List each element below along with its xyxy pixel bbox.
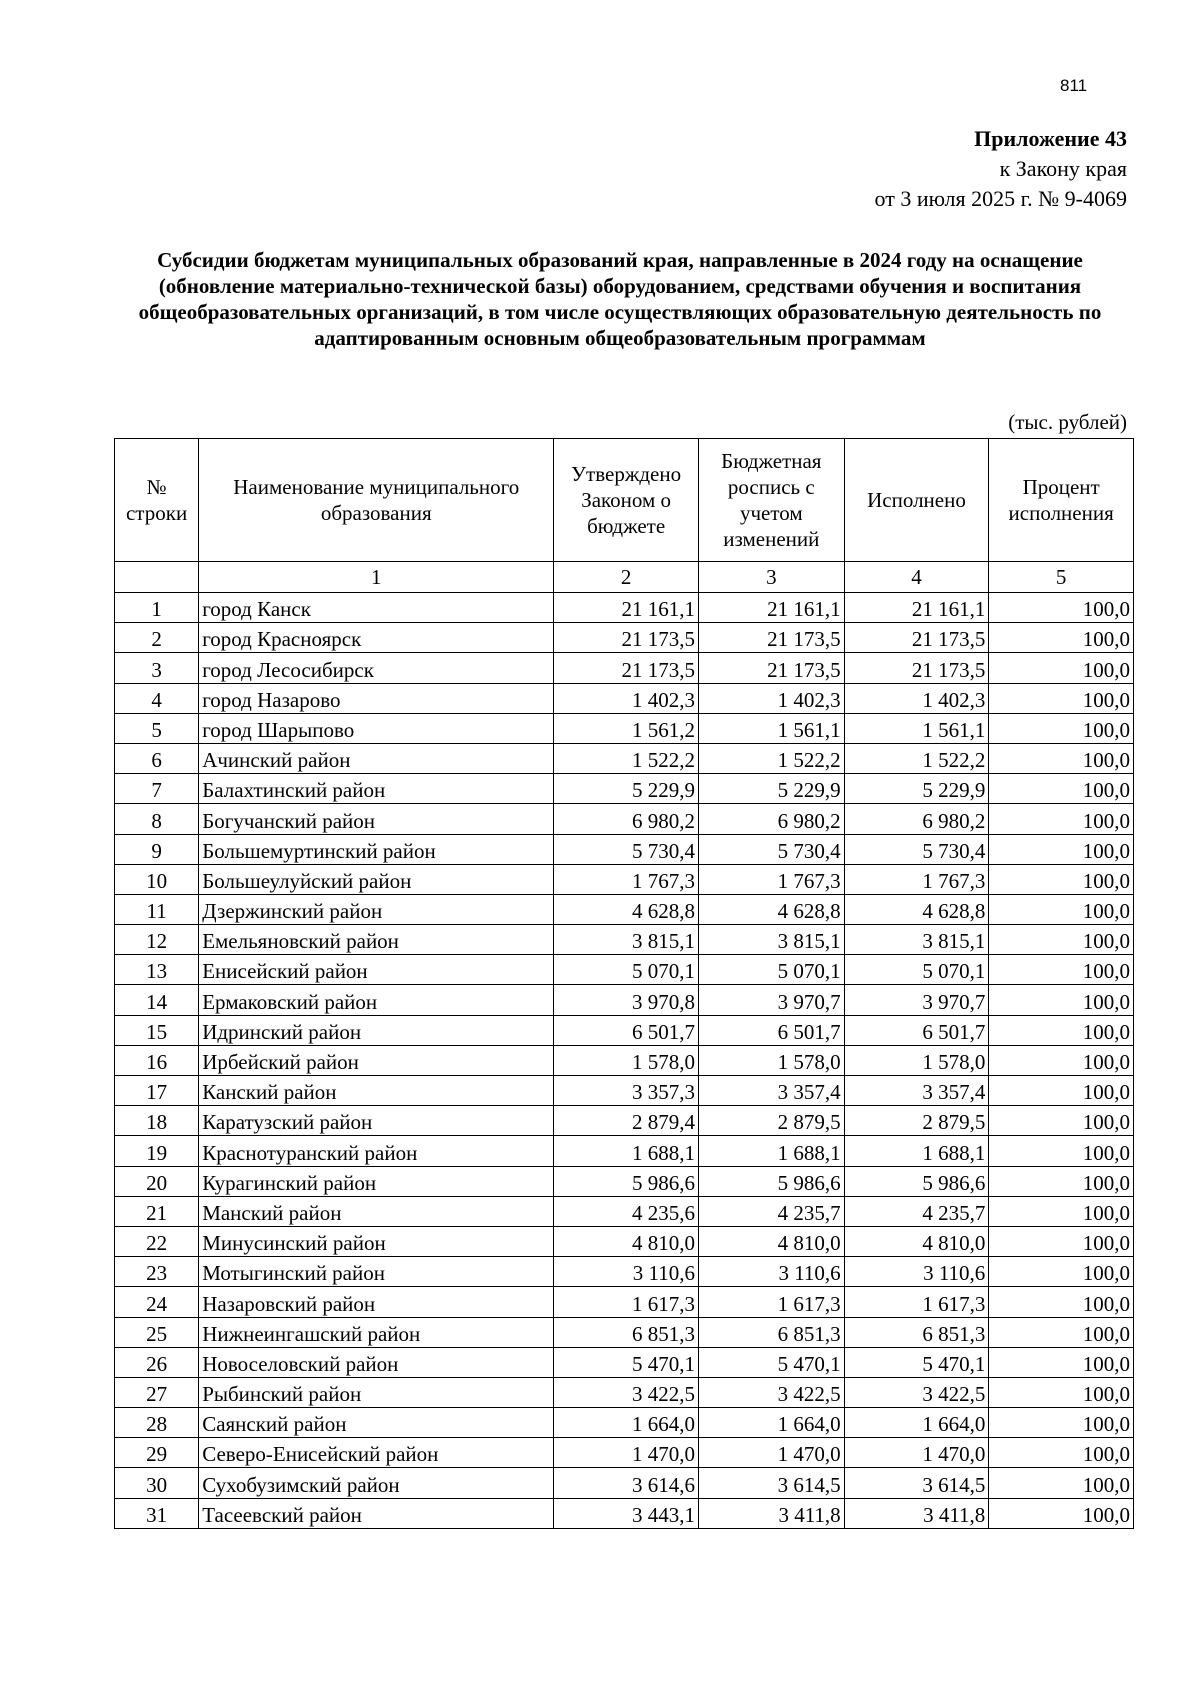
budget-schedule-amount: 6 501,7 — [698, 1015, 844, 1045]
row-number: 16 — [115, 1045, 199, 1075]
approved-amount: 21 173,5 — [554, 623, 699, 653]
table-row — [115, 985, 1134, 1015]
approved-amount: 5 229,9 — [554, 774, 699, 804]
row-number: 6 — [115, 743, 199, 773]
municipality-name: Минусинский район — [199, 1226, 554, 1256]
executed-amount: 21 173,5 — [844, 623, 989, 653]
municipality-name: Большемуртинский район — [199, 834, 554, 864]
municipality-name: Саянский район — [199, 1408, 554, 1438]
executed-amount: 6 980,2 — [844, 804, 989, 834]
approved-amount: 5 470,1 — [554, 1347, 699, 1377]
executed-amount: 3 411,8 — [844, 1498, 989, 1528]
row-number: 11 — [115, 894, 199, 924]
approved-amount: 3 970,8 — [554, 985, 699, 1015]
executed-amount: 2 879,5 — [844, 1106, 989, 1136]
executed-amount: 5 730,4 — [844, 834, 989, 864]
executed-amount: 6 501,7 — [844, 1015, 989, 1045]
municipality-name: Рыбинский район — [199, 1377, 554, 1407]
municipality-name: Большеулуйский район — [199, 864, 554, 894]
budget-schedule-amount: 3 422,5 — [698, 1377, 844, 1407]
table-row — [115, 1347, 1134, 1377]
row-number: 21 — [115, 1196, 199, 1226]
execution-percent: 100,0 — [989, 1015, 1134, 1045]
execution-percent: 100,0 — [989, 1045, 1134, 1075]
municipality-name: Енисейский район — [199, 955, 554, 985]
municipality-name: город Шарыпово — [199, 713, 554, 743]
execution-percent: 100,0 — [989, 985, 1134, 1015]
row-number: 23 — [115, 1257, 199, 1287]
municipality-name: город Канск — [199, 593, 554, 623]
appendix-date-line: от 3 июля 2025 г. № 9-4069 — [874, 186, 1127, 211]
table-row — [115, 804, 1134, 834]
row-number: 12 — [115, 925, 199, 955]
budget-schedule-amount: 1 578,0 — [698, 1045, 844, 1075]
budget-schedule-amount: 1 402,3 — [698, 683, 844, 713]
budget-schedule-amount: 6 980,2 — [698, 804, 844, 834]
header-row — [115, 439, 1134, 562]
table-row — [115, 1287, 1134, 1317]
execution-percent: 100,0 — [989, 593, 1134, 623]
municipality-name: Ирбейский район — [199, 1045, 554, 1075]
budget-schedule-amount: 5 730,4 — [698, 834, 844, 864]
approved-amount: 1 561,2 — [554, 713, 699, 743]
municipality-name: Сухобузимский район — [199, 1468, 554, 1498]
budget-schedule-amount: 5 229,9 — [698, 774, 844, 804]
budget-schedule-amount: 1 767,3 — [698, 864, 844, 894]
column-number: 4 — [844, 562, 989, 593]
row-number: 15 — [115, 1015, 199, 1045]
execution-percent: 100,0 — [989, 804, 1134, 834]
table-body — [115, 593, 1134, 1529]
budget-schedule-amount: 5 070,1 — [698, 955, 844, 985]
approved-amount: 4 810,0 — [554, 1226, 699, 1256]
table-row — [115, 864, 1134, 894]
row-number: 28 — [115, 1408, 199, 1438]
table-row — [115, 653, 1134, 683]
budget-schedule-amount: 1 664,0 — [698, 1408, 844, 1438]
table-row — [115, 623, 1134, 653]
executed-amount: 1 617,3 — [844, 1287, 989, 1317]
approved-amount: 21 161,1 — [554, 593, 699, 623]
row-number: 27 — [115, 1377, 199, 1407]
budget-schedule-amount: 2 879,5 — [698, 1106, 844, 1136]
executed-amount: 1 664,0 — [844, 1408, 989, 1438]
approved-amount: 6 501,7 — [554, 1015, 699, 1045]
row-number: 4 — [115, 683, 199, 713]
approved-amount: 1 688,1 — [554, 1136, 699, 1166]
execution-percent: 100,0 — [989, 834, 1134, 864]
document-title: Субсидии бюджетам муниципальных образований края, направленные в 2024 году на оснащение (обновление материально-технической базы) оборудованием, средствами обучения и воспитания общеобразовательных организаций, в том числе осуществляющих образовательную деятельность по адаптированным основным общеобразовательным программам — [138, 248, 1102, 350]
execution-percent: 100,0 — [989, 1468, 1134, 1498]
row-number: 25 — [115, 1317, 199, 1347]
approved-amount: 5 986,6 — [554, 1166, 699, 1196]
row-number: 20 — [115, 1166, 199, 1196]
budget-schedule-amount: 3 970,7 — [698, 985, 844, 1015]
table-row — [115, 743, 1134, 773]
row-number: 8 — [115, 804, 199, 834]
table-row — [115, 1196, 1134, 1226]
budget-schedule-amount: 3 815,1 — [698, 925, 844, 955]
row-number: 22 — [115, 1226, 199, 1256]
approved-amount: 1 470,0 — [554, 1438, 699, 1468]
execution-percent: 100,0 — [989, 1106, 1134, 1136]
appendix-block — [875, 124, 1127, 214]
table-row — [115, 925, 1134, 955]
approved-amount: 1 402,3 — [554, 683, 699, 713]
row-number: 19 — [115, 1136, 199, 1166]
table-row — [115, 1257, 1134, 1287]
row-number: 26 — [115, 1347, 199, 1377]
table-row — [115, 1076, 1134, 1106]
execution-percent: 100,0 — [989, 1287, 1134, 1317]
executed-amount: 3 970,7 — [844, 985, 989, 1015]
table-row — [115, 1377, 1134, 1407]
execution-percent: 100,0 — [989, 1166, 1134, 1196]
budget-schedule-amount: 6 851,3 — [698, 1317, 844, 1347]
executed-amount: 3 614,5 — [844, 1468, 989, 1498]
row-number: 29 — [115, 1438, 199, 1468]
executed-amount: 4 628,8 — [844, 894, 989, 924]
budget-schedule-amount: 21 173,5 — [698, 623, 844, 653]
table-row — [115, 713, 1134, 743]
budget-schedule-amount: 21 161,1 — [698, 593, 844, 623]
approved-amount: 3 815,1 — [554, 925, 699, 955]
approved-amount: 3 422,5 — [554, 1377, 699, 1407]
execution-percent: 100,0 — [989, 623, 1134, 653]
executed-amount: 1 522,2 — [844, 743, 989, 773]
row-number: 18 — [115, 1106, 199, 1136]
header-budget-schedule: Бюджетная роспись с учетом изменений — [698, 439, 844, 562]
municipality-name: Назаровский район — [199, 1287, 554, 1317]
header-percent: Процент исполнения — [989, 439, 1134, 562]
municipality-name: город Назарово — [199, 683, 554, 713]
municipality-name: Курагинский район — [199, 1166, 554, 1196]
approved-amount: 3 614,6 — [554, 1468, 699, 1498]
table-row — [115, 1015, 1134, 1045]
executed-amount: 1 688,1 — [844, 1136, 989, 1166]
municipality-name: Емельяновский район — [199, 925, 554, 955]
row-number: 3 — [115, 653, 199, 683]
row-number: 17 — [115, 1076, 199, 1106]
column-number-row — [115, 562, 1134, 593]
municipality-name: Манский район — [199, 1196, 554, 1226]
budget-schedule-amount: 4 810,0 — [698, 1226, 844, 1256]
approved-amount: 1 522,2 — [554, 743, 699, 773]
approved-amount: 3 443,1 — [554, 1498, 699, 1528]
execution-percent: 100,0 — [989, 1226, 1134, 1256]
header-row-number: № строки — [115, 439, 199, 562]
table-row — [115, 834, 1134, 864]
executed-amount: 3 110,6 — [844, 1257, 989, 1287]
approved-amount: 6 851,3 — [554, 1317, 699, 1347]
column-number: 2 — [554, 562, 699, 593]
execution-percent: 100,0 — [989, 1317, 1134, 1347]
municipality-name: Нижнеингашский район — [199, 1317, 554, 1347]
execution-percent: 100,0 — [989, 894, 1134, 924]
units-label: (тыс. рублей) — [1008, 410, 1127, 434]
executed-amount: 5 986,6 — [844, 1166, 989, 1196]
row-number: 5 — [115, 713, 199, 743]
municipality-name: Богучанский район — [199, 804, 554, 834]
table-row — [115, 683, 1134, 713]
column-number: 5 — [989, 562, 1134, 593]
approved-amount: 4 235,6 — [554, 1196, 699, 1226]
execution-percent: 100,0 — [989, 864, 1134, 894]
budget-schedule-amount: 1 470,0 — [698, 1438, 844, 1468]
table-row — [115, 894, 1134, 924]
approved-amount: 3 110,6 — [554, 1257, 699, 1287]
municipality-name: город Красноярск — [199, 623, 554, 653]
row-number: 30 — [115, 1468, 199, 1498]
executed-amount: 1 470,0 — [844, 1438, 989, 1468]
approved-amount: 2 879,4 — [554, 1106, 699, 1136]
municipality-name: Новоселовский район — [199, 1347, 554, 1377]
municipality-name: Краснотуранский район — [199, 1136, 554, 1166]
table-row — [115, 774, 1134, 804]
table-row — [115, 1468, 1134, 1498]
execution-percent: 100,0 — [989, 1076, 1134, 1106]
budget-schedule-amount: 5 470,1 — [698, 1347, 844, 1377]
executed-amount: 21 173,5 — [844, 653, 989, 683]
executed-amount: 1 578,0 — [844, 1045, 989, 1075]
municipality-name: Каратузский район — [199, 1106, 554, 1136]
header-executed: Исполнено — [844, 439, 989, 562]
executed-amount: 5 070,1 — [844, 955, 989, 985]
municipality-name: Дзержинский район — [199, 894, 554, 924]
budget-schedule-amount: 4 628,8 — [698, 894, 844, 924]
budget-schedule-amount: 4 235,7 — [698, 1196, 844, 1226]
municipality-name: Ермаковский район — [199, 985, 554, 1015]
executed-amount: 3 422,5 — [844, 1377, 989, 1407]
appendix-title: Приложение 43 — [974, 126, 1127, 151]
header-approved: Утверждено Законом о бюджете — [554, 439, 699, 562]
approved-amount: 3 357,3 — [554, 1076, 699, 1106]
page-number: 811 — [1060, 76, 1088, 95]
execution-percent: 100,0 — [989, 1377, 1134, 1407]
execution-percent: 100,0 — [989, 1257, 1134, 1287]
executed-amount: 21 161,1 — [844, 593, 989, 623]
execution-percent: 100,0 — [989, 1136, 1134, 1166]
budget-schedule-amount: 1 688,1 — [698, 1136, 844, 1166]
budget-schedule-amount: 5 986,6 — [698, 1166, 844, 1196]
table-row — [115, 1317, 1134, 1347]
executed-amount: 1 767,3 — [844, 864, 989, 894]
header-municipality: Наименование муниципального образования — [199, 439, 554, 562]
approved-amount: 6 980,2 — [554, 804, 699, 834]
approved-amount: 4 628,8 — [554, 894, 699, 924]
municipality-name: Мотыгинский район — [199, 1257, 554, 1287]
table-row — [115, 1226, 1134, 1256]
executed-amount: 1 561,1 — [844, 713, 989, 743]
municipality-name: Северо-Енисейский район — [199, 1438, 554, 1468]
row-number: 9 — [115, 834, 199, 864]
row-number: 2 — [115, 623, 199, 653]
executed-amount: 1 402,3 — [844, 683, 989, 713]
municipality-name: Балахтинский район — [199, 774, 554, 804]
executed-amount: 4 235,7 — [844, 1196, 989, 1226]
approved-amount: 1 664,0 — [554, 1408, 699, 1438]
budget-schedule-amount: 1 522,2 — [698, 743, 844, 773]
approved-amount: 5 730,4 — [554, 834, 699, 864]
execution-percent: 100,0 — [989, 1498, 1134, 1528]
budget-schedule-amount: 3 357,4 — [698, 1076, 844, 1106]
municipality-name: Канский район — [199, 1076, 554, 1106]
table-row — [115, 1136, 1134, 1166]
budget-schedule-amount: 1 561,1 — [698, 713, 844, 743]
municipality-name: Ачинский район — [199, 743, 554, 773]
approved-amount: 21 173,5 — [554, 653, 699, 683]
table-row — [115, 593, 1134, 623]
execution-percent: 100,0 — [989, 925, 1134, 955]
table-row — [115, 1166, 1134, 1196]
budget-schedule-amount: 3 411,8 — [698, 1498, 844, 1528]
column-number — [115, 562, 199, 593]
approved-amount: 5 070,1 — [554, 955, 699, 985]
appendix-law-line: к Закону края — [999, 156, 1127, 181]
approved-amount: 1 578,0 — [554, 1045, 699, 1075]
table-row — [115, 1498, 1134, 1528]
row-number: 24 — [115, 1287, 199, 1317]
budget-schedule-amount: 21 173,5 — [698, 653, 844, 683]
executed-amount: 6 851,3 — [844, 1317, 989, 1347]
row-number: 10 — [115, 864, 199, 894]
execution-percent: 100,0 — [989, 653, 1134, 683]
executed-amount: 5 229,9 — [844, 774, 989, 804]
row-number: 7 — [115, 774, 199, 804]
executed-amount: 4 810,0 — [844, 1226, 989, 1256]
municipality-name: Идринский район — [199, 1015, 554, 1045]
execution-percent: 100,0 — [989, 1438, 1134, 1468]
row-number: 1 — [115, 593, 199, 623]
execution-percent: 100,0 — [989, 955, 1134, 985]
table-row — [115, 1045, 1134, 1075]
execution-percent: 100,0 — [989, 713, 1134, 743]
execution-percent: 100,0 — [989, 683, 1134, 713]
execution-percent: 100,0 — [989, 774, 1134, 804]
municipality-name: Тасеевский район — [199, 1498, 554, 1528]
table-row — [115, 955, 1134, 985]
row-number: 14 — [115, 985, 199, 1015]
table-row — [115, 1106, 1134, 1136]
execution-percent: 100,0 — [989, 1347, 1134, 1377]
column-number: 1 — [199, 562, 554, 593]
approved-amount: 1 617,3 — [554, 1287, 699, 1317]
approved-amount: 1 767,3 — [554, 864, 699, 894]
execution-percent: 100,0 — [989, 1196, 1134, 1226]
execution-percent: 100,0 — [989, 743, 1134, 773]
budget-schedule-amount: 1 617,3 — [698, 1287, 844, 1317]
column-number: 3 — [698, 562, 844, 593]
row-number: 31 — [115, 1498, 199, 1528]
execution-percent: 100,0 — [989, 1408, 1134, 1438]
table-row — [115, 1438, 1134, 1468]
budget-schedule-amount: 3 110,6 — [698, 1257, 844, 1287]
subsidies-table — [114, 438, 1134, 1529]
row-number: 13 — [115, 955, 199, 985]
budget-schedule-amount: 3 614,5 — [698, 1468, 844, 1498]
table-row — [115, 1408, 1134, 1438]
executed-amount: 3 815,1 — [844, 925, 989, 955]
municipality-name: город Лесосибирск — [199, 653, 554, 683]
executed-amount: 5 470,1 — [844, 1347, 989, 1377]
executed-amount: 3 357,4 — [844, 1076, 989, 1106]
